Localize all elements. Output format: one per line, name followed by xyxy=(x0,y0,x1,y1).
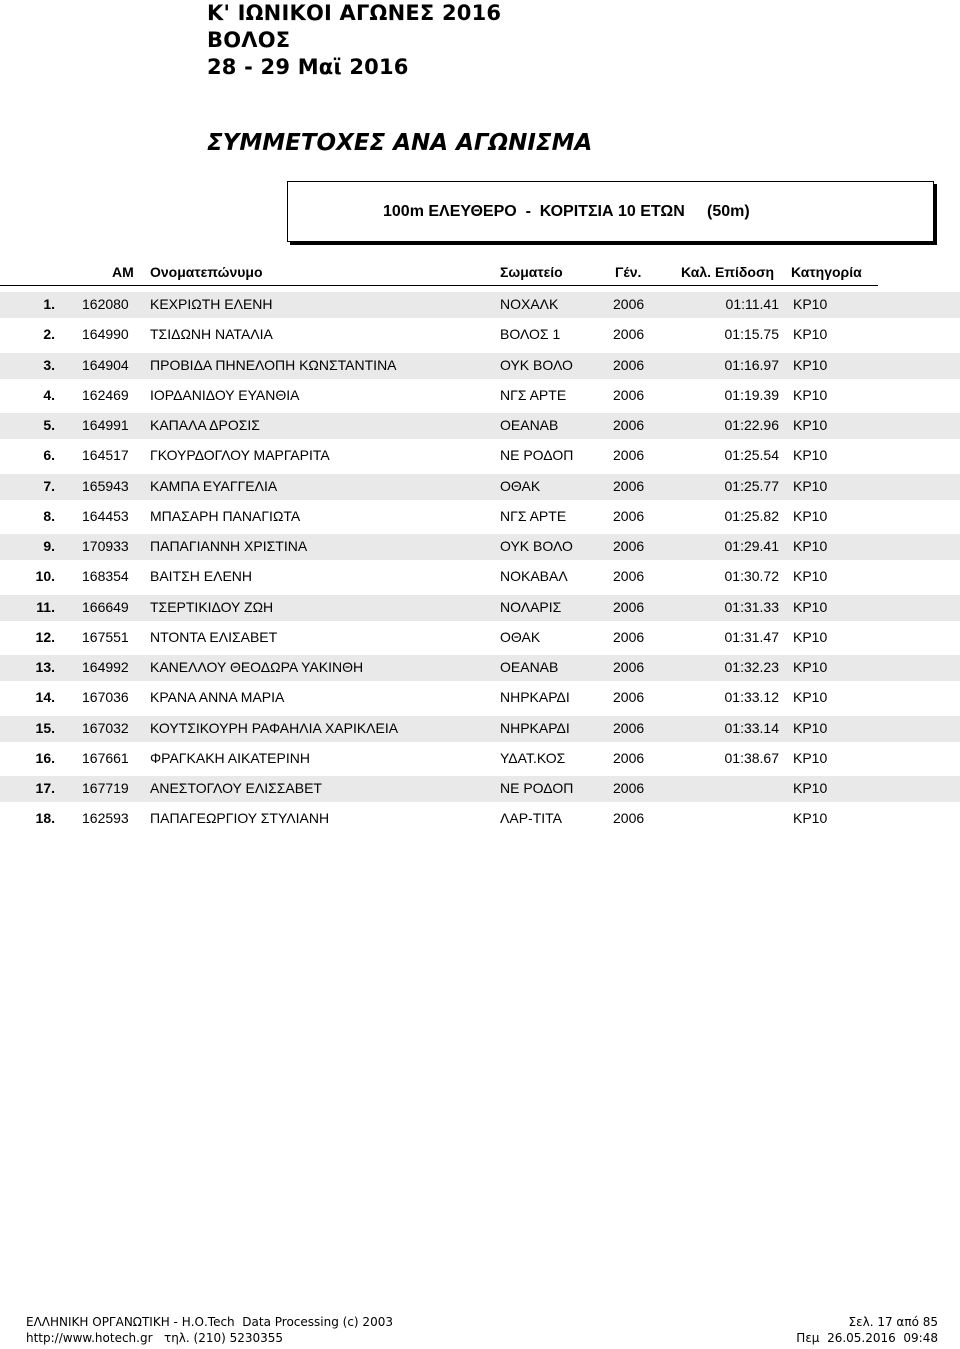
row-rank: 6. xyxy=(43,447,55,464)
row-year: 2006 xyxy=(613,386,645,403)
row-name: ΠΑΠΑΓΙΑΝΝΗ ΧΡΙΣΤΙΝΑ xyxy=(150,538,308,554)
meet-dates: 28 - 29 Μαϊ 2016 xyxy=(207,55,409,79)
table-row xyxy=(0,502,960,532)
row-name: ΤΣΙΔΩΝΗ ΝΑΤΑΛΙΑ xyxy=(150,326,273,343)
row-name: ΚΑΝΕΛΛΟΥ ΘΕΟΔΩΡΑ ΥΑΚΙΝΘΗ xyxy=(150,659,364,675)
row-am: 162593 xyxy=(82,810,129,827)
row-time: 01:11.41 xyxy=(725,296,779,312)
row-rank: 11. xyxy=(36,598,55,615)
row-club: ΟΘΑΚ xyxy=(500,628,541,645)
row-club: ΝΓΣ ΑΡΤΕ xyxy=(500,386,567,403)
row-name: ΝΤΟΝΤΑ ΕΛΙΣΑΒΕΤ xyxy=(150,628,278,645)
column-header-club: Σωματείο xyxy=(500,264,563,280)
footer-printed: Πεμ 26.05.2016 09:48 xyxy=(796,1331,938,1345)
table-row xyxy=(0,351,960,381)
row-am: 170933 xyxy=(82,538,129,554)
row-time: 01:19.39 xyxy=(724,386,779,403)
row-club: ΝΕ ΡΟΔΟΠ xyxy=(500,780,574,796)
row-year: 2006 xyxy=(613,719,645,736)
column-header-am: ΑΜ xyxy=(112,264,134,280)
header-rule xyxy=(0,285,878,286)
row-year: 2006 xyxy=(613,568,645,585)
row-name: ΤΣΕΡΤΙΚΙΔΟΥ ΖΩΗ xyxy=(150,598,274,615)
row-club: ΒΟΛΟΣ 1 xyxy=(500,326,561,343)
row-time: 01:30.72 xyxy=(724,568,779,585)
row-rank: 3. xyxy=(43,356,55,373)
row-name: ΚΟΥΤΣΙΚΟΥΡΗ ΡΑΦΑΗΛΙΑ ΧΑΡΙΚΛΕΙΑ xyxy=(150,719,399,736)
row-name: ΦΡΑΓΚΑΚΗ ΑΙΚΑΤΕΡΙΝΗ xyxy=(150,749,310,766)
table-row xyxy=(0,472,960,502)
row-am: 164990 xyxy=(82,326,129,343)
row-rank: 13. xyxy=(35,659,55,675)
row-rank: 2. xyxy=(43,326,55,343)
row-am: 168354 xyxy=(82,568,129,585)
table-row xyxy=(0,290,960,320)
footer-right xyxy=(796,1314,938,1346)
row-name: ΑΝΕΣΤΟΓΛΟΥ ΕΛΙΣΣΑΒΕΤ xyxy=(150,780,322,796)
row-club: ΥΔΑΤ.ΚΟΣ xyxy=(500,749,566,766)
row-category: ΚΡ10 xyxy=(793,628,828,645)
row-rank: 10. xyxy=(35,568,55,585)
row-am: 164453 xyxy=(82,507,129,524)
row-rank: 7. xyxy=(43,477,55,494)
row-category: ΚΡ10 xyxy=(793,749,828,766)
row-name: ΠΑΠΑΓΕΩΡΓΙΟΥ ΣΤΥΛΙΑΝΗ xyxy=(150,810,330,827)
row-am: 162080 xyxy=(82,296,129,312)
row-year: 2006 xyxy=(613,628,645,645)
row-category: ΚΡ10 xyxy=(793,477,828,494)
row-name: ΚΡΑΝΑ ΑΝΝΑ ΜΑΡΙΑ xyxy=(150,689,285,706)
row-am: 167661 xyxy=(82,749,129,766)
footer-page: Σελ. 17 από 85 xyxy=(848,1315,938,1329)
row-rank: 16. xyxy=(35,749,55,766)
row-year: 2006 xyxy=(613,810,645,827)
event-title: 100m ΕΛΕΥΘΕΡΟ - ΚΟΡΙΤΣΙΑ 10 ΕΤΩΝ (50m) xyxy=(383,203,750,220)
row-time: 01:25.77 xyxy=(724,477,779,494)
row-category: ΚΡ10 xyxy=(793,538,828,554)
row-club: ΛΑΡ-ΤΙΤΑ xyxy=(500,810,562,827)
row-time: 01:32.23 xyxy=(724,659,779,675)
row-year: 2006 xyxy=(613,477,645,494)
row-club: ΝΟΧΑΛΚ xyxy=(500,296,559,312)
row-time: 01:38.67 xyxy=(724,749,779,766)
table-row xyxy=(0,381,960,411)
row-year: 2006 xyxy=(613,296,645,312)
row-rank: 14. xyxy=(35,689,55,706)
row-am: 164517 xyxy=(82,447,129,464)
row-time: 01:33.14 xyxy=(724,719,779,736)
table-row xyxy=(0,623,960,653)
column-header-category: Κατηγορία xyxy=(791,264,862,280)
row-category: ΚΡ10 xyxy=(793,719,828,736)
row-category: ΚΡ10 xyxy=(793,598,828,615)
row-category: ΚΡ10 xyxy=(793,417,828,433)
row-rank: 15. xyxy=(35,719,55,736)
row-category: ΚΡ10 xyxy=(793,386,828,403)
row-club: ΝΗΡΚΑΡΔΙ xyxy=(500,689,570,706)
row-rank: 18. xyxy=(35,810,55,827)
table-row xyxy=(0,562,960,592)
row-category: ΚΡ10 xyxy=(793,810,828,827)
row-am: 167032 xyxy=(82,719,129,736)
row-time: 01:29.41 xyxy=(724,538,779,554)
row-am: 164904 xyxy=(82,356,129,373)
row-rank: 8. xyxy=(43,507,55,524)
table-row xyxy=(0,411,960,441)
row-year: 2006 xyxy=(613,598,645,615)
row-category: ΚΡ10 xyxy=(793,326,828,343)
row-name: ΠΡΟΒΙΔΑ ΠΗΝΕΛΟΠΗ ΚΩΝΣΤΑΝΤΙΝΑ xyxy=(150,356,397,373)
row-club: ΝΓΣ ΑΡΤΕ xyxy=(500,507,567,524)
row-time: 01:33.12 xyxy=(724,689,779,706)
row-time: 01:31.33 xyxy=(724,598,779,615)
row-category: ΚΡ10 xyxy=(793,507,828,524)
row-club: ΝΟΛΑΡΙΣ xyxy=(500,598,562,615)
table-row xyxy=(0,804,960,834)
row-rank: 1. xyxy=(43,296,55,312)
row-time: 01:25.54 xyxy=(724,447,779,464)
table-row xyxy=(0,532,960,562)
row-club: ΟΘΑΚ xyxy=(500,477,541,494)
row-rank: 9. xyxy=(43,538,55,554)
entries-table xyxy=(0,290,960,835)
row-time: 01:25.82 xyxy=(724,507,779,524)
row-time: 01:22.96 xyxy=(724,417,779,433)
row-year: 2006 xyxy=(613,507,645,524)
row-rank: 12. xyxy=(35,628,55,645)
row-year: 2006 xyxy=(613,417,645,433)
row-am: 165943 xyxy=(82,477,129,494)
row-am: 164992 xyxy=(82,659,129,675)
column-header-time: Καλ. Επίδοση xyxy=(681,264,775,280)
row-am: 167551 xyxy=(82,628,129,645)
row-year: 2006 xyxy=(613,538,645,554)
row-club: ΟΥΚ ΒΟΛΟ xyxy=(500,538,573,554)
row-club: ΟΕΑΝΑΒ xyxy=(500,417,559,433)
row-rank: 17. xyxy=(35,780,55,796)
row-category: ΚΡ10 xyxy=(793,689,828,706)
row-category: ΚΡ10 xyxy=(793,780,828,796)
row-time: 01:15.75 xyxy=(724,326,779,343)
row-year: 2006 xyxy=(613,326,645,343)
row-am: 167719 xyxy=(82,780,129,796)
row-name: ΙΟΡΔΑΝΙΔΟΥ ΕΥΑΝΘΙΑ xyxy=(150,386,300,403)
meet-city: ΒΟΛΟΣ xyxy=(207,28,291,52)
table-row xyxy=(0,714,960,744)
row-rank: 5. xyxy=(43,417,55,433)
row-club: ΝΟΚΑΒΑΛ xyxy=(500,568,568,585)
footer-org: ΕΛΛΗΝΙΚΗ ΟΡΓΑΝΩΤΙΚΗ - Η.Ο.Tech Data Processing (c) 2003 xyxy=(26,1315,393,1329)
row-rank: 4. xyxy=(43,386,55,403)
row-category: ΚΡ10 xyxy=(793,568,828,585)
table-row xyxy=(0,683,960,713)
row-time: 01:31.47 xyxy=(724,628,779,645)
row-name: ΜΠΑΣΑΡΗ ΠΑΝΑΓΙΩΤΑ xyxy=(150,507,301,524)
row-name: ΓΚΟΥΡΔΟΓΛΟΥ ΜΑΡΓΑΡΙΤΑ xyxy=(150,447,330,464)
row-year: 2006 xyxy=(613,689,645,706)
table-row xyxy=(0,744,960,774)
meet-title: Κ' ΙΩΝΙΚΟΙ ΑΓΩΝΕΣ 2016 xyxy=(207,1,502,25)
row-am: 166649 xyxy=(82,598,129,615)
row-club: ΟΥΚ ΒΟΛΟ xyxy=(500,356,573,373)
column-header-year: Γέν. xyxy=(615,264,642,280)
row-name: ΚΕΧΡΙΩΤΗ ΕΛΕΝΗ xyxy=(150,296,273,312)
table-row xyxy=(0,774,960,804)
footer-left xyxy=(26,1314,393,1346)
row-name: ΚΑΜΠΑ ΕΥΑΓΓΕΛΙΑ xyxy=(150,477,278,494)
page-title: ΣΥΜΜΕΤΟΧΕΣ ΑΝΑ ΑΓΩΝΙΣΜΑ xyxy=(207,130,593,156)
row-category: ΚΡ10 xyxy=(793,356,828,373)
row-category: ΚΡ10 xyxy=(793,296,828,312)
row-year: 2006 xyxy=(613,749,645,766)
row-category: ΚΡ10 xyxy=(793,659,828,675)
row-name: ΒΑΙΤΣΗ ΕΛΕΝΗ xyxy=(150,568,253,585)
row-club: ΝΗΡΚΑΡΔΙ xyxy=(500,719,570,736)
table-row xyxy=(0,320,960,350)
row-year: 2006 xyxy=(613,447,645,464)
meet-header xyxy=(207,0,501,81)
table-row xyxy=(0,441,960,471)
row-category: ΚΡ10 xyxy=(793,447,828,464)
footer-contact: http://www.hotech.gr τηλ. (210) 5230355 xyxy=(26,1331,284,1345)
column-header-name: Ονοματεπώνυμο xyxy=(150,264,263,280)
row-club: ΟΕΑΝΑΒ xyxy=(500,659,559,675)
row-am: 162469 xyxy=(82,386,129,403)
row-year: 2006 xyxy=(613,659,645,675)
row-am: 164991 xyxy=(82,417,129,433)
row-club: ΝΕ ΡΟΔΟΠ xyxy=(500,447,574,464)
row-time: 01:16.97 xyxy=(724,356,779,373)
row-name: ΚΑΠΑΛΑ ΔΡΟΣΙΣ xyxy=(150,417,260,433)
table-row xyxy=(0,653,960,683)
table-row xyxy=(0,593,960,623)
row-year: 2006 xyxy=(613,780,645,796)
row-am: 167036 xyxy=(82,689,129,706)
row-year: 2006 xyxy=(613,356,645,373)
